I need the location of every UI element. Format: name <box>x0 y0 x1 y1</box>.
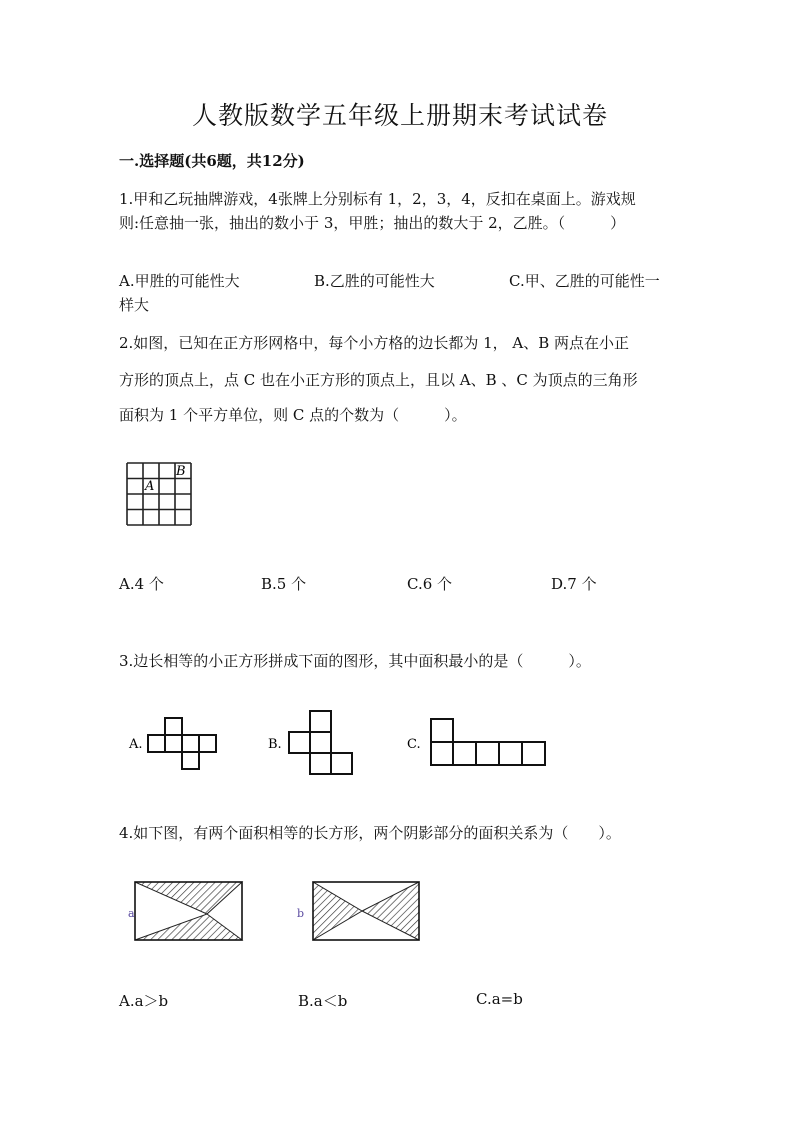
question-4-option-c[interactable]: C.a=b <box>476 990 523 1008</box>
question-2-line-2: 方形的顶点上，点 C 也在小正方形的顶点上，且以 A、B 、C 为顶点的三角形 <box>119 371 638 389</box>
figure-3c <box>407 717 547 769</box>
question-2-option-d[interactable]: D.7 个 <box>551 575 597 593</box>
page-title: 人教版数学五年级上册期末考试试卷 <box>191 101 608 130</box>
question-1-option-b[interactable]: B.乙胜的可能性大 <box>314 272 435 290</box>
question-4-option-b[interactable]: B.a＜b <box>298 992 348 1010</box>
square-grid-figure <box>127 463 191 525</box>
figure-3b <box>268 709 358 777</box>
section-heading: 一.选择题(共6题，共12分) <box>119 152 305 170</box>
question-2-line-1: 2.如图，已知在正方形网格中，每个小方格的边长都为 1， A、B 两点在小正 <box>119 334 630 352</box>
grid-point-b-label: B <box>176 464 186 479</box>
figure-3a-label: A. <box>129 737 143 752</box>
grid-point-a-label: A <box>145 479 155 494</box>
figure-3b-label: B. <box>268 737 282 752</box>
question-2-option-a[interactable]: A.4 个 <box>119 575 164 593</box>
figure-3c-label: C. <box>407 737 421 752</box>
question-2-option-c[interactable]: C.6 个 <box>407 575 453 593</box>
figure-4a-rectangle <box>125 880 250 942</box>
figure-4b-rectangle <box>295 880 420 942</box>
question-1-option-a[interactable]: A.甲胜的可能性大 <box>119 272 240 290</box>
question-4-line-1: 4.如下图，有两个面积相等的长方形，两个阴影部分的面积关系为（ ）。 <box>119 824 621 842</box>
figure-4b-label: b <box>297 907 305 920</box>
question-3-line-1: 3.边长相等的小正方形拼成下面的图形，其中面积最小的是（ ）。 <box>119 652 591 670</box>
question-1-option-c-continued: 样大 <box>119 296 150 314</box>
question-1-line-2: 则:任意抽一张，抽出的数小于 3，甲胜；抽出的数大于 2，乙胜。（ ） <box>119 214 626 232</box>
question-1-line-1: 1.甲和乙玩抽牌游戏，4张牌上分别标有 1，2，3，4，反扣在桌面上。游戏规 <box>119 190 636 208</box>
figure-4a-label: a <box>128 907 135 920</box>
question-4-option-a[interactable]: A.a＞b <box>119 992 169 1010</box>
question-2-line-3: 面积为 1 个平方单位，则 C 点的个数为（ ）。 <box>119 406 467 424</box>
question-1-option-c[interactable]: C.甲、乙胜的可能性一 <box>509 272 660 290</box>
question-2-option-b[interactable]: B.5 个 <box>261 575 307 593</box>
figure-3a <box>127 715 217 770</box>
